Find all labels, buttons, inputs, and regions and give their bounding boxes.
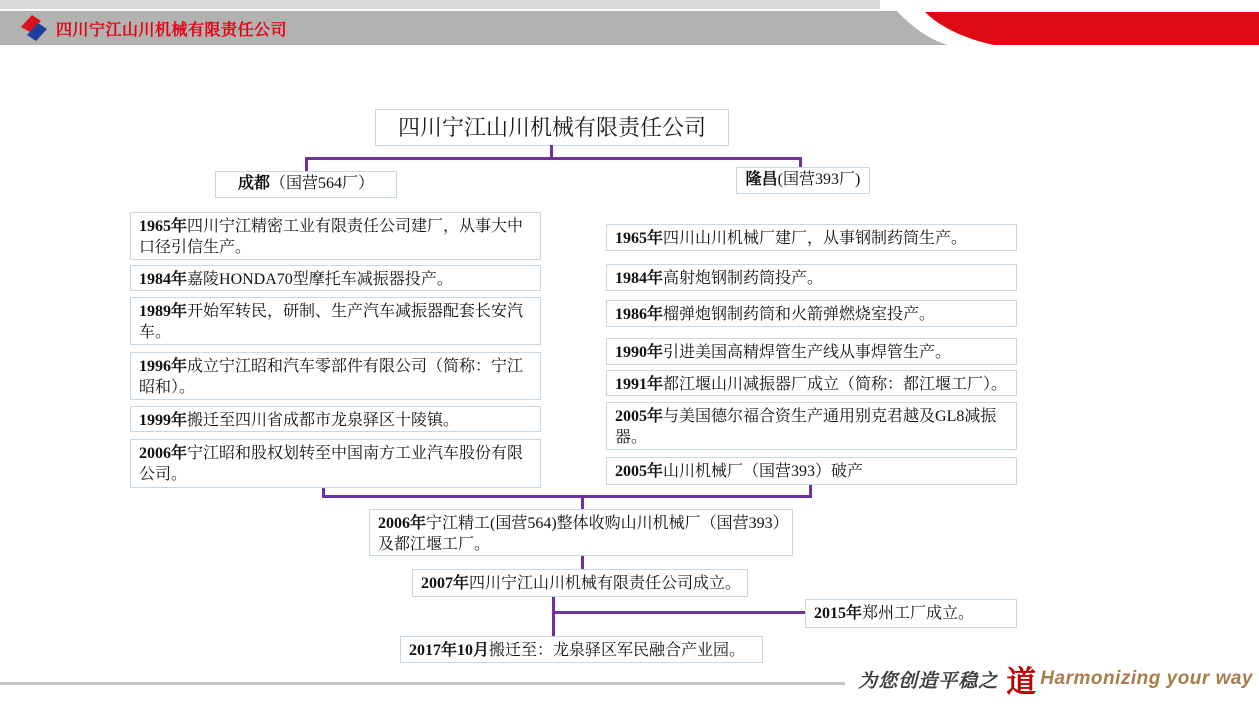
event-box-2015	[805, 599, 1017, 628]
branch-box-chengdu	[215, 171, 397, 198]
branch-longchang-name: 隆昌	[745, 171, 778, 188]
event-box-left-1984	[130, 265, 541, 291]
connector-branch-horizontal	[305, 157, 802, 160]
event-box-right-1991	[606, 370, 1017, 396]
event-year: 2005年	[615, 463, 664, 480]
header-company-name: 四川宁江山川机械有限责任公司	[56, 22, 288, 39]
connector-merge-center-drop	[581, 495, 584, 510]
event-year: 1984年	[615, 270, 664, 287]
company-logo-icon	[14, 12, 54, 44]
event-year: 2017年10月	[409, 642, 490, 659]
event-box-left-1965	[130, 212, 541, 260]
event-text: 榴弹炮钢制药筒和火箭弹燃烧室投产。	[663, 306, 936, 323]
footer-slogan	[858, 662, 1253, 699]
event-year: 2006年	[139, 445, 188, 462]
header-top-strip	[0, 0, 880, 9]
event-year: 2007年	[421, 575, 470, 592]
event-year: 1965年	[139, 218, 188, 235]
event-box-left-1999	[130, 406, 541, 432]
footer-divider-line	[0, 682, 845, 685]
event-box-2017	[400, 636, 763, 663]
event-year: 1990年	[615, 344, 664, 361]
event-year: 1996年	[139, 358, 188, 375]
event-box-right-2005a	[606, 402, 1017, 450]
event-year: 2005年	[615, 408, 664, 425]
event-text: 开始军转民，研制、生产汽车减振器配套长安汽车。	[139, 303, 524, 341]
event-text: 四川宁江山川机械有限责任公司成立。	[469, 575, 742, 592]
event-year: 1991年	[615, 376, 664, 393]
event-year: 1965年	[615, 230, 664, 247]
event-box-left-2006	[130, 439, 541, 488]
event-text: 都江堰山川减振器厂成立（简称：都江堰工厂）。	[663, 376, 1008, 393]
root-title-box: 四川宁江山川机械有限责任公司	[375, 109, 729, 146]
event-text: 四川宁江精密工业有限责任公司建厂，从事大中口径引信生产。	[139, 218, 524, 256]
event-text: 嘉陵HONDA70型摩托车减振器投产。	[187, 271, 453, 288]
event-text: 郑州工厂成立。	[862, 605, 975, 622]
event-text: 宁江昭和股权划转至中国南方工业汽车股份有限公司。	[139, 445, 524, 483]
connector-merge-horizontal	[322, 495, 812, 498]
event-text: 与美国德尔福合资生产通用别克君越及GL8减振器。	[615, 408, 997, 446]
connector-2007-down	[552, 597, 555, 637]
event-year: 2015年	[814, 605, 863, 622]
event-box-2007	[412, 569, 748, 597]
event-box-right-2005b	[606, 457, 1017, 485]
branch-chengdu-name: 成都	[237, 175, 270, 192]
event-text: 高射炮钢制药筒投产。	[663, 270, 824, 287]
event-year: 1984年	[139, 271, 188, 288]
event-box-left-1989	[130, 297, 541, 345]
connector-branch-left-drop	[305, 157, 308, 172]
event-year: 1986年	[615, 306, 664, 323]
event-text: 宁江精工(国营564)整体收购山川机械厂（国营393）及都江堰工厂。	[378, 515, 781, 553]
event-text: 成立宁江昭和汽车零部件有限公司（简称：宁江昭和）。	[139, 358, 524, 396]
slogan-english: Harmonizing your way	[1040, 668, 1253, 689]
event-box-right-1986	[606, 300, 1017, 327]
event-year: 1999年	[139, 412, 188, 429]
slogan-chinese: 为您创造平稳之	[858, 670, 999, 692]
event-text: 搬迁至四川省成都市龙泉驿区十陵镇。	[187, 412, 460, 429]
event-text: 四川山川机械厂建厂，从事钢制药筒生产。	[663, 230, 968, 247]
event-box-right-1984	[606, 264, 1017, 291]
header-red-band	[925, 12, 1259, 45]
event-box-right-1990	[606, 338, 1017, 365]
branch-box-longchang	[736, 167, 870, 194]
branch-longchang-suffix: (国营393厂)	[777, 171, 861, 188]
event-text: 山川机械厂（国营393）破产	[663, 463, 864, 480]
event-year: 1989年	[139, 303, 188, 320]
connector-2015-branch	[552, 611, 805, 614]
event-box-left-1996	[130, 352, 541, 400]
connector-2006-2007	[581, 556, 584, 570]
event-box-right-1965	[606, 224, 1017, 251]
slogan-dao-character: 道	[1006, 666, 1037, 699]
event-year: 2006年	[378, 515, 427, 532]
event-text: 搬迁至：龙泉驿区军民融合产业园。	[489, 642, 746, 659]
event-box-merge-2006	[369, 509, 793, 556]
event-text: 引进美国高精焊管生产线从事焊管生产。	[663, 344, 952, 361]
branch-chengdu-suffix: （国营564厂）	[270, 175, 375, 192]
